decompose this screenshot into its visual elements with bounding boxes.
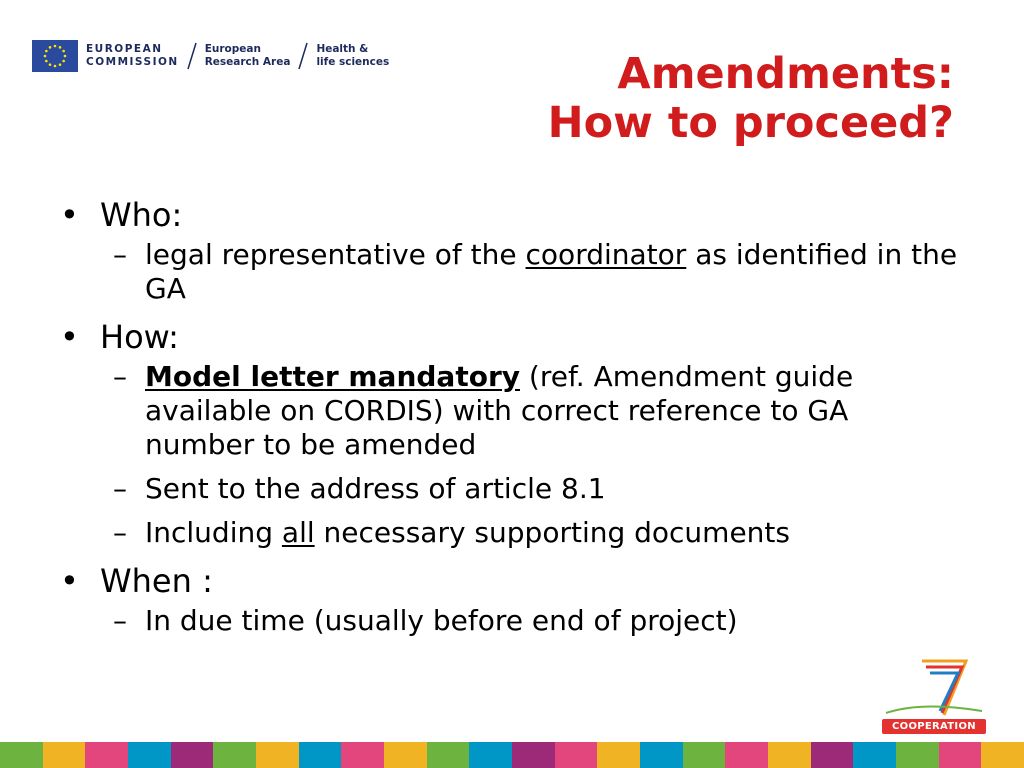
dash-icon: – — [113, 472, 127, 505]
eu-star-icon — [62, 60, 65, 63]
title-line-1: Amendments: — [617, 49, 954, 99]
stripe-segment — [811, 742, 854, 768]
sub-item-how-1: – Model letter mandatory (ref. Amendment guide available on CORDIS) with correct reference to GA number to be amended — [113, 360, 854, 461]
eu-star-icon — [54, 45, 57, 48]
stripe-segment — [213, 742, 256, 768]
stripe-segment — [512, 742, 555, 768]
title-line-2: How to proceed? — [547, 98, 954, 148]
header-logo — [32, 38, 389, 74]
eu-flag-icon — [32, 40, 78, 72]
sub-item-how-3: – Including all necessary supporting documents — [113, 516, 790, 549]
stripe-segment — [469, 742, 512, 768]
slash-divider-icon — [185, 41, 199, 71]
eu-star-icon — [59, 63, 62, 66]
bullet-icon: • — [60, 562, 79, 600]
stripe-segment — [981, 742, 1024, 768]
stripe-segment — [683, 742, 726, 768]
stripe-segment — [256, 742, 299, 768]
model-letter-term: Model letter mandatory — [145, 360, 521, 393]
slide-title — [548, 50, 954, 148]
dash-icon: – — [113, 604, 127, 637]
fp7-seven-icon — [882, 655, 992, 721]
stripe-segment — [640, 742, 683, 768]
cooperation-label: COOPERATION — [882, 719, 986, 734]
eu-star-icon — [64, 55, 67, 58]
stripe-segment — [384, 742, 427, 768]
svg-text:7: 7 — [972, 695, 973, 696]
stripe-segment — [896, 742, 939, 768]
sub-item-when-1: – In due time (usually before end of project) — [113, 604, 738, 637]
bullet-how: • How: — [60, 318, 179, 356]
eu-star-icon — [49, 46, 52, 49]
stripe-segment — [725, 742, 768, 768]
stripe-segment — [341, 742, 384, 768]
eu-star-icon — [59, 46, 62, 49]
fp7-cooperation-logo — [882, 655, 992, 740]
dash-icon: – — [113, 516, 127, 549]
bottom-color-stripe — [0, 742, 1024, 768]
stripe-segment — [171, 742, 214, 768]
bullet-when: • When : — [60, 562, 213, 600]
health-label: Health & life sciences — [316, 43, 390, 68]
eu-star-icon — [44, 55, 47, 58]
dash-icon: – — [113, 360, 127, 393]
stripe-segment — [299, 742, 342, 768]
eu-star-icon — [62, 50, 65, 53]
eu-star-icon — [45, 50, 48, 53]
stripe-segment — [0, 742, 43, 768]
european-commission-label: EUROPEAN COMMISSION — [86, 43, 179, 68]
sub-item-how-2: – Sent to the address of article 8.1 — [113, 472, 606, 505]
slide-content — [60, 194, 960, 648]
era-label: European Research Area — [204, 43, 291, 68]
coordinator-term: coordinator — [525, 238, 687, 271]
bullet-icon: • — [60, 196, 79, 234]
stripe-segment — [555, 742, 598, 768]
sub-item-who-1: – legal representative of the coordinator as identified in the GA — [113, 238, 958, 305]
bullet-who: • Who: — [60, 196, 183, 234]
stripe-segment — [128, 742, 171, 768]
all-term: all — [281, 516, 315, 549]
stripe-segment — [427, 742, 470, 768]
stripe-segment — [853, 742, 896, 768]
eu-star-icon — [49, 63, 52, 66]
eu-star-icon — [45, 60, 48, 63]
stripe-segment — [597, 742, 640, 768]
stripe-segment — [768, 742, 811, 768]
bullet-icon: • — [60, 318, 79, 356]
stripe-segment — [43, 742, 86, 768]
eu-star-icon — [54, 65, 57, 68]
slash-divider-icon — [296, 41, 310, 71]
stripe-segment — [85, 742, 128, 768]
dash-icon: – — [113, 238, 127, 271]
stripe-segment — [939, 742, 982, 768]
